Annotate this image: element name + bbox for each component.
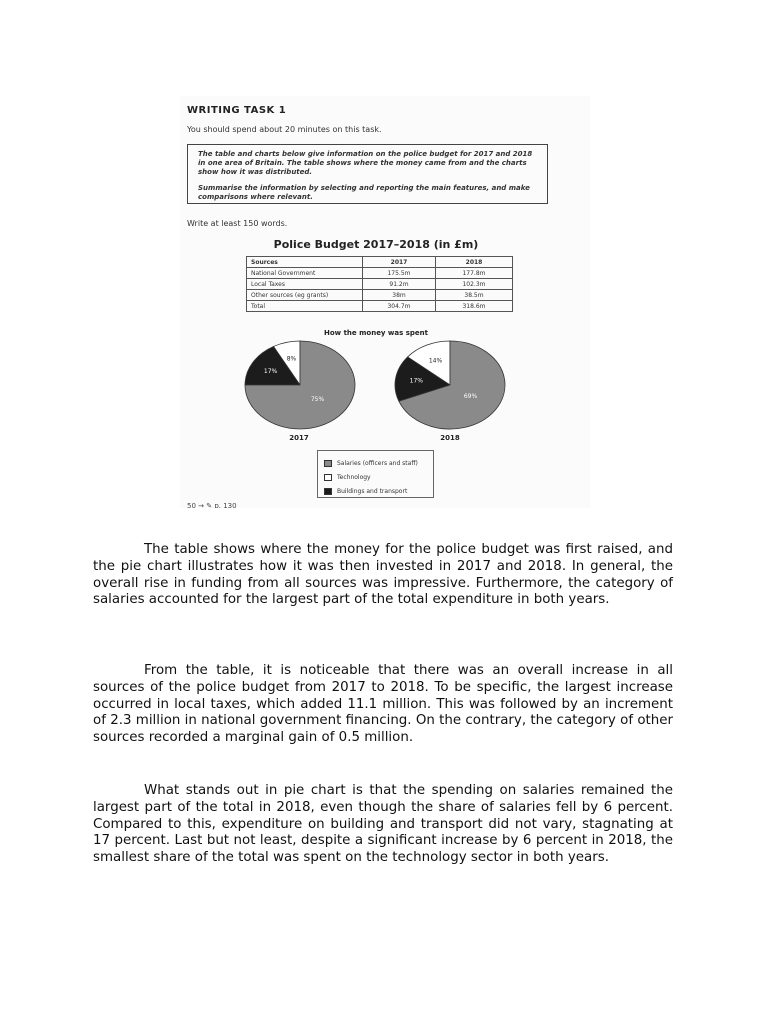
page-reference: 50 → ✎ p. 130 [187,502,237,508]
legend-item [324,484,433,498]
legend-label: Technology [337,473,371,481]
essay-text: From the table, it is noticeable that there was an overall increase in all sources of the police budget from 2017 to 2018. To be specific, the largest increase occurred in local taxes, which added 11.1 million. This was followed by an increment of 2.3 million in national government financing. On the contrary, the category of other sources recorded a marginal gain of 0.5 million. [93,663,673,746]
legend-item [324,456,433,470]
pie-chart-2017 [245,341,355,429]
legend-swatch [324,474,332,481]
table-cell: 304.7m [363,301,436,312]
budget-table [246,256,513,312]
essay-paragraph-1 [93,542,673,609]
table-row [247,279,513,290]
table-cell: Local Taxes [247,279,363,290]
table-header: Sources [247,257,363,268]
table-header: 2017 [363,257,436,268]
essay-text: The table shows where the money for the police budget was first raised, and the pie chart illustrates how it was then invested in 2017 and 2018. In general, the overall rise in funding from all sources was impressive. Furthermore, the category of salaries accounted for the largest part of the total expenditure in both years. [93,542,673,608]
pie-label-2017: 2017 [289,434,309,442]
table-row [247,290,513,301]
task-heading: WRITING TASK 1 [187,105,287,116]
legend-label: Salaries (officers and staff) [337,459,418,467]
chart-legend [317,450,434,498]
pie-slice-label: 17% [263,368,278,376]
pie-section-title: How the money was spent [324,329,428,337]
pie-label-2018: 2018 [440,434,460,442]
pie-slice-label: 8% [286,355,297,363]
table-cell: 38.5m [436,290,513,301]
legend-item [324,470,433,484]
table-cell: 38m [363,290,436,301]
table-row [247,301,513,312]
essay-text: What stands out in pie chart is that the spending on salaries remained the largest part of the total in 2018, even though the share of salaries fell by 6 percent. Compared to this, expenditure on building and transport did not vary, stagnating at 17 percent. Last but not least, despite a significant increase by 6 percent in 2018, the smallest share of the total was spent on the technology sector in both years. [93,783,673,866]
legend-label: Buildings and transport [337,487,408,495]
table-cell: 175.5m [363,268,436,279]
task-prompt-box [187,144,548,204]
table-cell: 102.3m [436,279,513,290]
task-prompt-2: Summarise the information by selecting and reporting the main features, and make comparisons where relevant. [198,184,530,201]
pie-charts [180,324,590,444]
essay-paragraph-3 [93,783,673,867]
essay-paragraph-2 [93,663,673,747]
table-cell: Other sources (eg grants) [247,290,363,301]
table-header-row [247,257,513,268]
table-header: 2018 [436,257,513,268]
table-row [247,268,513,279]
time-note: You should spend about 20 minutes on this task. [187,125,382,134]
word-count-note: Write at least 150 words. [187,219,288,228]
task-prompt-1: The table and charts below give information on the police budget for 2017 and 2018 in one area of Britain. The table shows where the money came from and the charts show how it was distributed. [198,150,533,176]
legend-swatch [324,460,332,467]
pie-slice-label: 69% [463,393,478,401]
pie-slice-label: 17% [409,377,423,385]
table-cell: 318.6m [436,301,513,312]
pie-chart-2018 [395,341,505,429]
legend-swatch [324,488,332,495]
pie-slice-label: 75% [310,396,325,403]
table-cell: National Government [247,268,363,279]
task-image [180,96,590,508]
table-cell: 91.2m [363,279,436,290]
table-cell: 177.8m [436,268,513,279]
table-cell: Total [247,301,363,312]
figure-title: Police Budget 2017–2018 (in £m) [273,238,479,251]
pie-slice-label: 14% [428,357,443,365]
